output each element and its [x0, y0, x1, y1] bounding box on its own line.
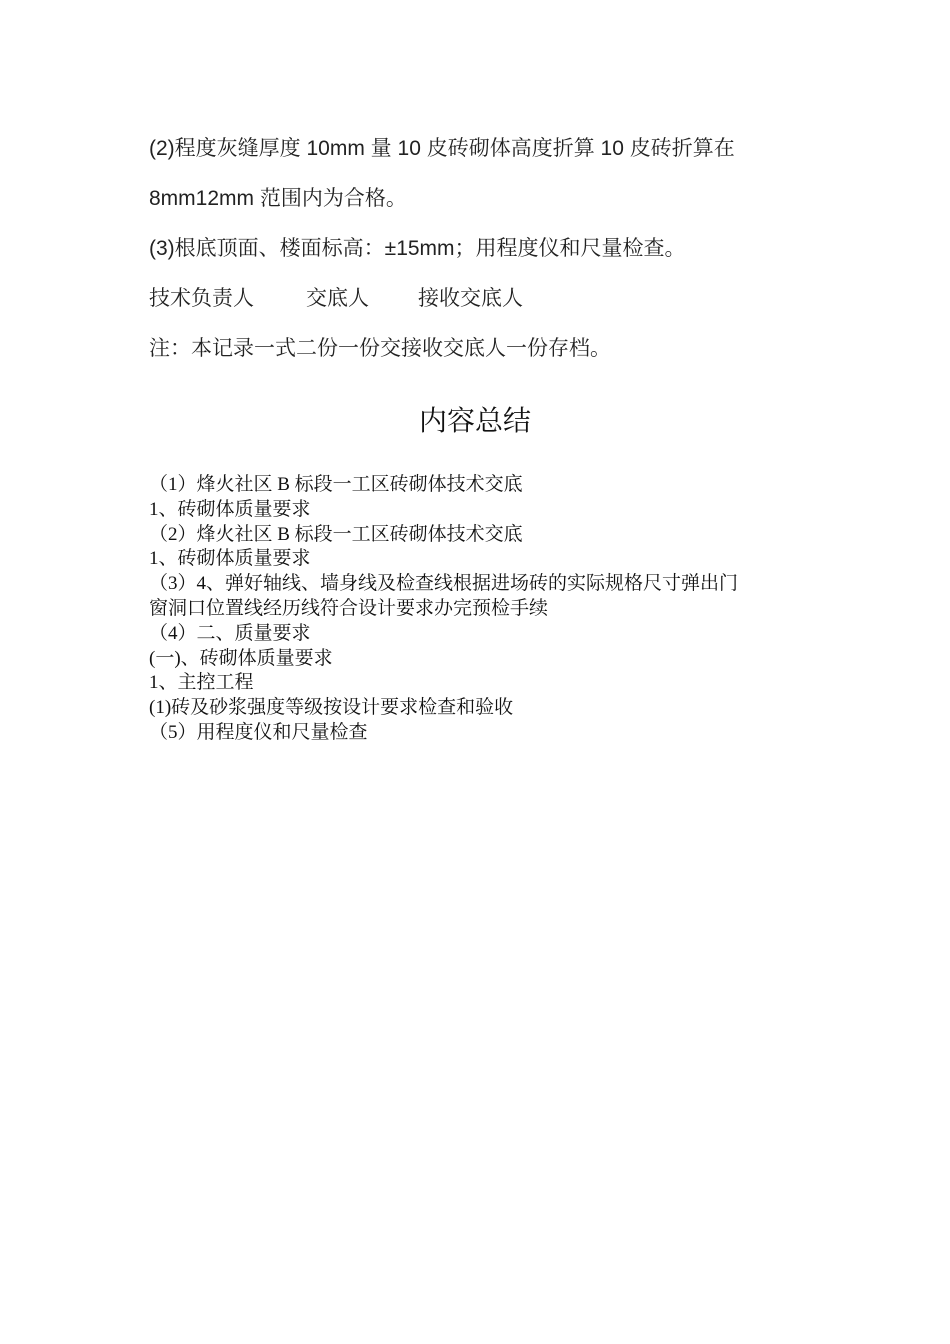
summary-line: （3）4、弹好轴线、墙身线及检查线根据进场砖的实际规格尺寸弹出门 [149, 573, 739, 595]
summary-line: 1、主控工程 [149, 672, 254, 694]
body-line-3: (3)根底顶面、楼面标高：±15mm；用程度仪和尺量检查。 [149, 237, 686, 260]
summary-line: （5）用程度仪和尺量检查 [149, 721, 368, 743]
summary-line: (1)砖及砂浆强度等级按设计要求检查和验收 [149, 697, 514, 719]
summary-line: 1、砖砌体质量要求 [149, 498, 311, 520]
summary-line: （4）二、质量要求 [149, 622, 311, 644]
body-line-1: (2)程度灰缝厚度 10mm 量 10 皮砖砌体高度折算 10 皮砖折算在 [149, 137, 735, 160]
summary-title: 内容总结 [418, 406, 531, 437]
summary-line: 窗洞口位置线经历线符合设计要求办完预检手续 [149, 597, 549, 619]
summary-line: 1、砖砌体质量要求 [149, 548, 311, 570]
summary-line: (一)、砖砌体质量要求 [149, 647, 333, 669]
signature-row [149, 285, 523, 313]
summary-line: （1）烽火社区 B 标段一工区砖砌体技术交底 [149, 474, 523, 495]
summary-list [149, 473, 809, 746]
signer-tech-label: 技术负责人 [149, 287, 254, 310]
summary-line: （2）烽火社区 B 标段一工区砖砌体技术交底 [149, 523, 523, 545]
body-line-2: 8mm12mm 范围内为合格。 [149, 187, 407, 210]
signer-receiver-label: 接收交底人 [418, 287, 523, 310]
signer-handover-label: 交底人 [306, 287, 369, 310]
record-note: 注：本记录一式二份一份交接收交底人一份存档。 [149, 337, 611, 360]
